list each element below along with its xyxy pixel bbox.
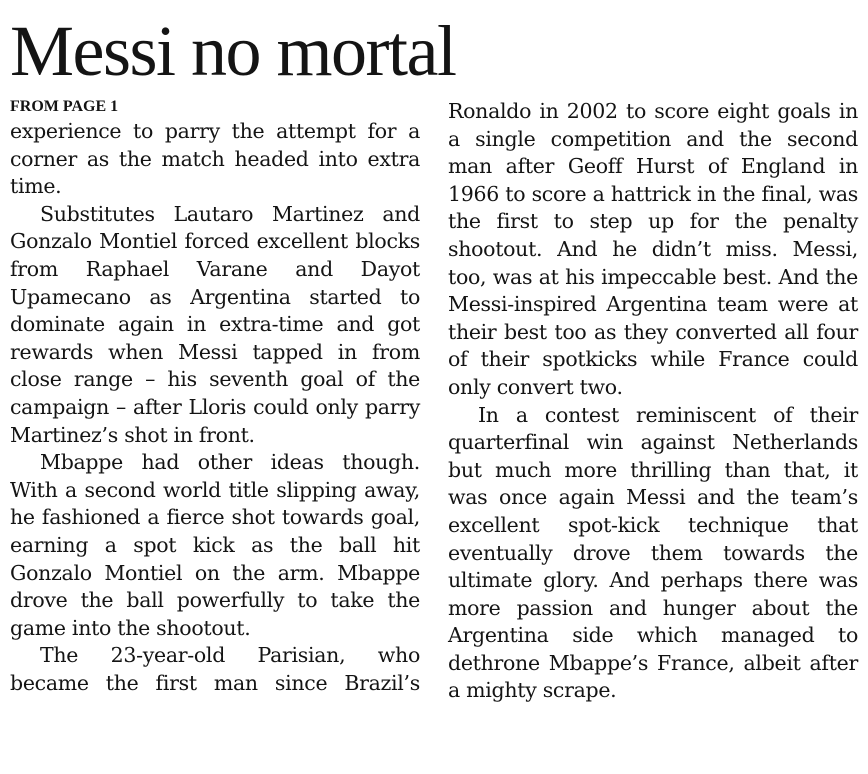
- headline: Messi no mortal: [10, 11, 456, 91]
- paragraph: experience to parry the attempt for a corner as the match headed into extra time.: [10, 119, 420, 199]
- paragraph: Ronaldo in 2002 to score eight goals in a single competition and the second man after Geoff Hurst of England in 1966 to score a hattrick in the final, was the first to step up for the penalty shootout. And he didn’t miss. Messi, too, was at his impeccable best. And the Messi-inspired Argentina team were at their best too as they converted all four of their spotkicks while France could only convert two.: [448, 99, 858, 399]
- paragraph: The 23-year-old Parisian, who became the first man since Brazil’s: [10, 643, 420, 695]
- paragraph: In a contest reminiscent of their quarterfinal win against Netherlands but much more thrilling than that, it was once again Messi and the team’s excellent spot-kick technique that eventually drove them towards the ultimate glory. And perhaps there was more passion and hunger about the Argentina side which managed to dethrone Mbappe’s France, albeit after a mighty scrape.: [448, 402, 858, 703]
- paragraph: Substitutes Lautaro Martinez and Gonzalo Montiel forced excellent blocks from Raphael Varane and Dayot Upamecano as Argentina started to dominate again in extra-time and got rewards when Messi tapped in from close range – his seventh goal of the campaign – after Lloris could only parry Martinez’s shot in front.: [10, 201, 420, 447]
- article-column-right: [448, 98, 858, 705]
- article-column-left: [10, 96, 420, 697]
- paragraph: Mbappe had other ideas though. With a second world title slipping away, he fashioned a fierce shot towards goal, earning a spot kick as the ball hit Gonzalo Montiel on the arm. Mbappe drove the ball powerfully to take the game into the shootout.: [10, 450, 420, 640]
- continuation-kicker: FROM PAGE 1: [10, 98, 119, 115]
